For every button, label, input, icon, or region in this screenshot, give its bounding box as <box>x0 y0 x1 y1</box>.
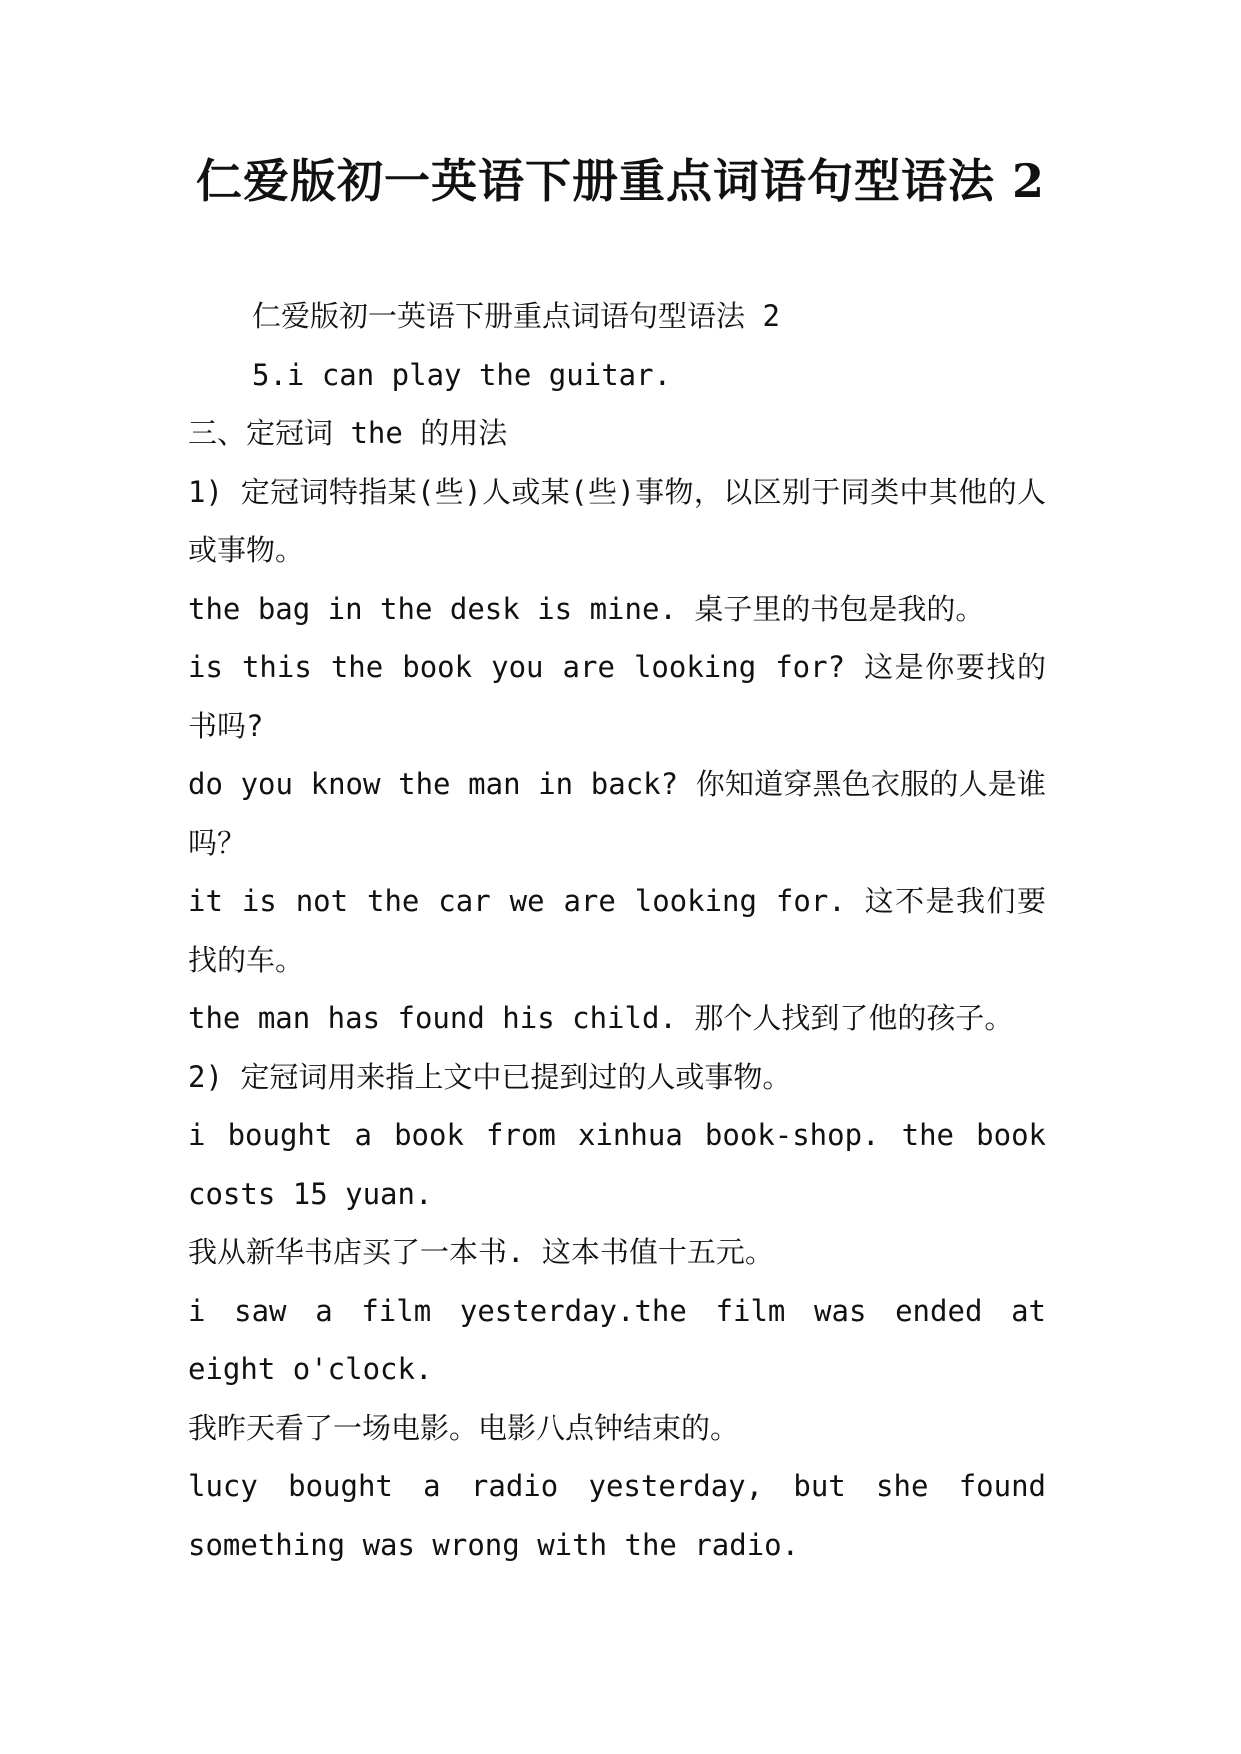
paragraph-example-guitar: 5.i can play the guitar. <box>252 357 672 392</box>
paragraph-subtitle: 仁爱版初一英语下册重点词语句型语法 2 <box>252 299 780 333</box>
section-heading-the-usage: 三、定冠词 the 的用法 <box>188 416 508 450</box>
paragraph-example-man: do you know the man in back? 你知道穿黑色衣服的人是谁吗？ <box>188 767 1046 860</box>
paragraph-example-child: the man has found his child. 那个人找到了他的孩子。 <box>188 1001 1014 1035</box>
paragraph-example-bag: the bag in the desk is mine. 桌子里的书包是我的。 <box>188 591 985 626</box>
paragraph-example-car: it is not the car we are looking for. 这不是我们要找的车。 <box>188 884 1046 977</box>
document-title: 仁爱版初一英语下册重点词语句型语法 2 <box>195 154 1046 208</box>
paragraph-example-radio: lucy bought a radio yesterday, but she found something was wrong with the radio. <box>188 1469 1046 1562</box>
paragraph-rule-2: 2) 定冠词用来指上文中已提到过的人或事物。 <box>188 1059 792 1094</box>
paragraph-translation-bookshop: 我从新华书店买了一本书. 这本书值十五元。 <box>188 1235 774 1269</box>
paragraph-example-book: is this the book you are looking for? 这是你要找的书吗? <box>188 650 1046 743</box>
document-body <box>188 287 1046 1574</box>
paragraph-rule-1: 1) 定冠词特指某(些)人或某(些)事物，以区别于同类中其他的人或事物。 <box>188 474 1046 567</box>
paragraph-translation-film: 我昨天看了一场电影。电影八点钟结束的。 <box>188 1410 740 1445</box>
paragraph-example-film: i saw a film yesterday.the film was ended at eight o'clock. <box>188 1293 1046 1386</box>
paragraph-example-bookshop: i bought a book from xinhua book-shop. the book costs 15 yuan. <box>188 1118 1046 1211</box>
